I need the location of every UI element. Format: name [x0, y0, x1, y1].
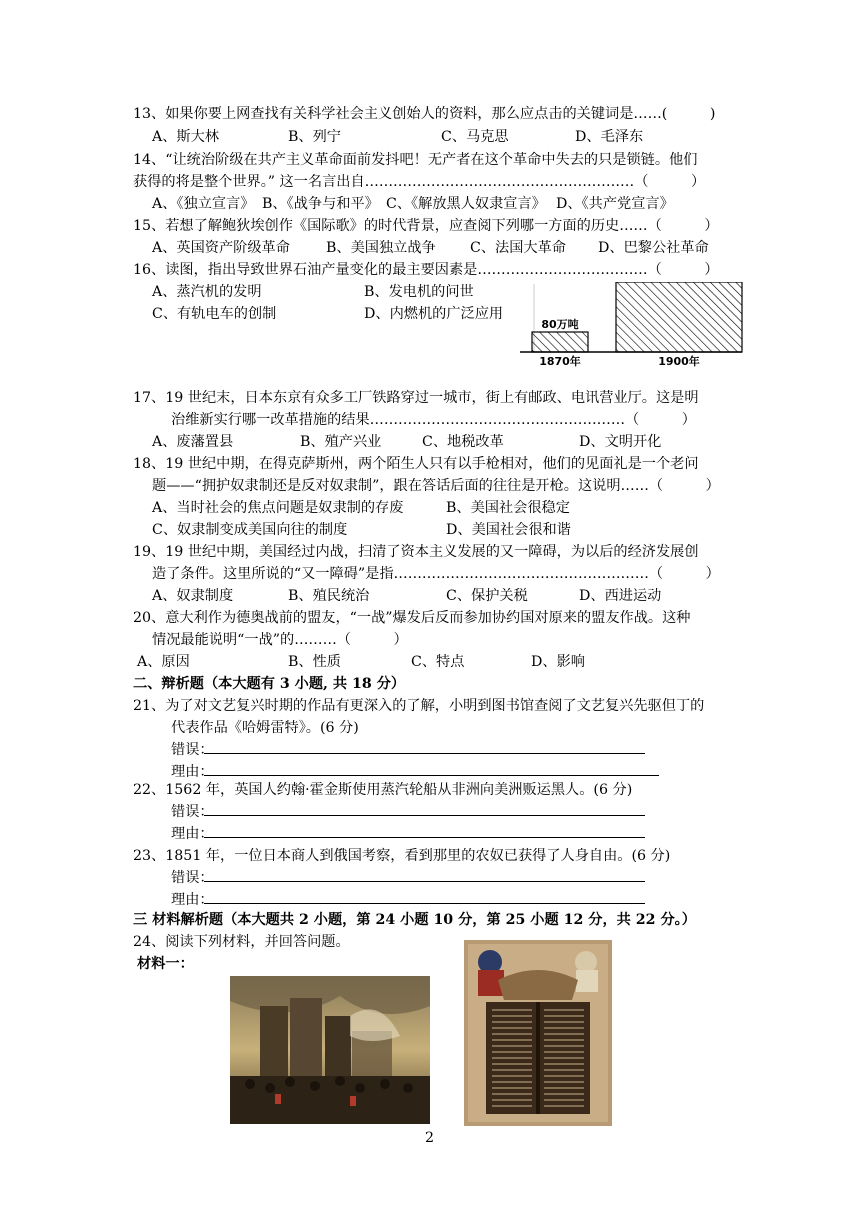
- q18-option-b: B、美国社会很稳定: [446, 500, 570, 516]
- q14-option-b: B、《战争与和平》: [262, 196, 379, 212]
- q16-stem: 16、读图，指出导致世界石油产量变化的最主要因素是………………………………（ ）: [133, 262, 719, 278]
- q17-option-c: C、地税改革: [422, 434, 504, 450]
- q23-stem: 23、1851 年，一位日本商人到俄国考察，看到那里的农奴已获得了人身自由。(6 分): [133, 848, 671, 864]
- bar-1900年: [616, 282, 742, 352]
- q21-error-answer-line[interactable]: [204, 753, 645, 754]
- q21-error-label: 错误：: [171, 742, 214, 758]
- section2-heading: 二、辩析题（本大题有 3 小题, 共 18 分）: [133, 676, 406, 692]
- q23-error-answer-line[interactable]: [204, 881, 645, 882]
- q13-option-c: C、马克思: [441, 129, 509, 145]
- q19-option-b: B、殖民统治: [288, 588, 370, 604]
- q15-option-a: A、英国资产阶级革命: [152, 240, 290, 256]
- q20-stem-line2: 情况最能说明“一战”的………（ ）: [152, 632, 408, 648]
- q18-option-c: C、奴隶制变成美国向往的制度: [152, 522, 348, 538]
- q17-option-b: B、殖产兴业: [300, 434, 382, 450]
- q15-option-c: C、法国大革命: [470, 240, 566, 256]
- q14-option-a: A、《独立宣言》: [152, 196, 255, 212]
- q14-option-d: D、《共产党宣言》: [556, 196, 674, 212]
- section3-heading: 三 材料解析题（本大题共 2 小题，第 24 小题 10 分，第 25 小题 12 分，共 22 分。）: [133, 912, 696, 928]
- q14-stem-line1: 14、“让统治阶级在共产主义革命面前发抖吧！无产者在这个革命中失去的只是锁链。他们: [133, 152, 698, 168]
- q22-error-answer-line[interactable]: [204, 815, 645, 816]
- q17-option-d: D、文明开化: [579, 434, 662, 450]
- bar-1870年: [532, 332, 588, 352]
- q23-reason-answer-line[interactable]: [204, 903, 645, 904]
- q16-option-d: D、内燃机的广泛应用: [364, 306, 504, 322]
- tick-label-1900年: 1900年: [658, 355, 700, 368]
- q18-option-d: D、美国社会很和谐: [446, 522, 571, 538]
- q19-option-c: C、保护关税: [446, 588, 528, 604]
- q21-stem-line2: 代表作品《哈姆雷特》。(6 分): [171, 720, 359, 736]
- q22-reason-label: 理由：: [171, 826, 214, 842]
- q22-error-label: 错误：: [171, 804, 214, 820]
- q15-option-d: D、巴黎公社革命: [598, 240, 709, 256]
- q20-stem-line1: 20、意大利作为德奥战前的盟友，“一战”爆发后反而参加协约国对原来的盟友作战。这种: [133, 610, 691, 626]
- q16-option-a: A、蒸汽机的发明: [152, 284, 262, 300]
- q22-reason-answer-line[interactable]: [204, 837, 645, 838]
- q20-option-d: D、影响: [531, 654, 585, 670]
- q14-stem-line2: 获得的将是整个世界。” 这一名言出自…………………………………………………（ ）: [133, 174, 706, 190]
- q20-option-b: B、性质: [288, 654, 341, 670]
- tick-label-1870年: 1870年: [539, 355, 581, 368]
- q15-option-b: B、美国独立战争: [326, 240, 436, 256]
- q21-reason-answer-line[interactable]: [204, 775, 659, 776]
- q17-stem-line1: 17、19 世纪末，日本东京有众多工厂铁路穿过一城市，街上有邮政、电讯营业厅。这是明: [133, 390, 699, 406]
- q19-option-a: A、奴隶制度: [152, 588, 234, 604]
- q20-option-c: C、特点: [411, 654, 465, 670]
- bastille-painting-image: [230, 976, 430, 1124]
- q20-option-a: A、原因: [137, 654, 190, 670]
- q24-stem: 24、阅读下列材料，并回答问题。: [133, 934, 350, 950]
- q19-stem-line1: 19、19 世纪中期，美国经过内战，扫清了资本主义发展的又一障碍，为以后的经济发展创: [133, 544, 699, 560]
- q21-reason-label: 理由：: [171, 764, 214, 780]
- q13-stem: 13、如果你要上网查找有关科学社会主义创始人的资料，那么应点击的关键词是……( ): [133, 106, 716, 122]
- q18-option-a: A、当时社会的焦点问题是奴隶制的存废: [152, 500, 404, 516]
- q17-stem-line2: 治维新实行哪一改革措施的结果………………………………………………（ ）: [171, 412, 696, 428]
- q19-option-d: D、西进运动: [579, 588, 662, 604]
- q22-stem: 22、1562 年，英国人约翰·霍金斯使用蒸汽轮船从非洲向美洲贩运黑人。(6 分): [133, 782, 633, 798]
- oil-production-chart: [506, 282, 744, 374]
- q18-stem-line1: 18、19 世纪中期，在得克萨斯州，两个陌生人只有以手枪相对，他们的见面礼是一个老问: [133, 456, 699, 472]
- q16-option-c: C、有轨电车的创制: [152, 306, 277, 322]
- q13-option-d: D、毛泽东: [575, 129, 644, 145]
- q23-reason-label: 理由：: [171, 892, 214, 908]
- q13-option-a: A、斯大林: [152, 129, 219, 145]
- q14-option-c: C、《解放黑人奴隶宣言》: [386, 196, 546, 212]
- q13-option-b: B、列宁: [288, 129, 341, 145]
- q18-stem-line2: 题——“拥护奴隶制还是反对奴隶制”，跟在答话后面的往往是开枪。这说明……（ ）: [152, 478, 720, 494]
- material-one-label: 材料一：: [137, 956, 194, 972]
- q16-option-b: B、发电机的问世: [364, 284, 474, 300]
- q19-stem-line2: 造了条件。这里所说的“又一障碍”是指………………………………………………（ ）: [152, 566, 720, 582]
- q15-stem: 15、若想了解鲍狄埃创作《国际歌》的时代背景，应查阅下列哪一方面的历史……（ ）: [133, 218, 719, 234]
- q21-stem-line1: 21、为了对文艺复兴时期的作品有更深入的了解，小明到图书馆查阅了文艺复兴先驱但丁的: [133, 698, 705, 714]
- q17-option-a: A、废藩置县: [152, 434, 234, 450]
- q23-error-label: 错误：: [171, 870, 214, 886]
- page-number: 2: [425, 1130, 435, 1146]
- declaration-of-rights-image: [464, 940, 612, 1126]
- data-label-1870年: 80万吨: [541, 318, 579, 331]
